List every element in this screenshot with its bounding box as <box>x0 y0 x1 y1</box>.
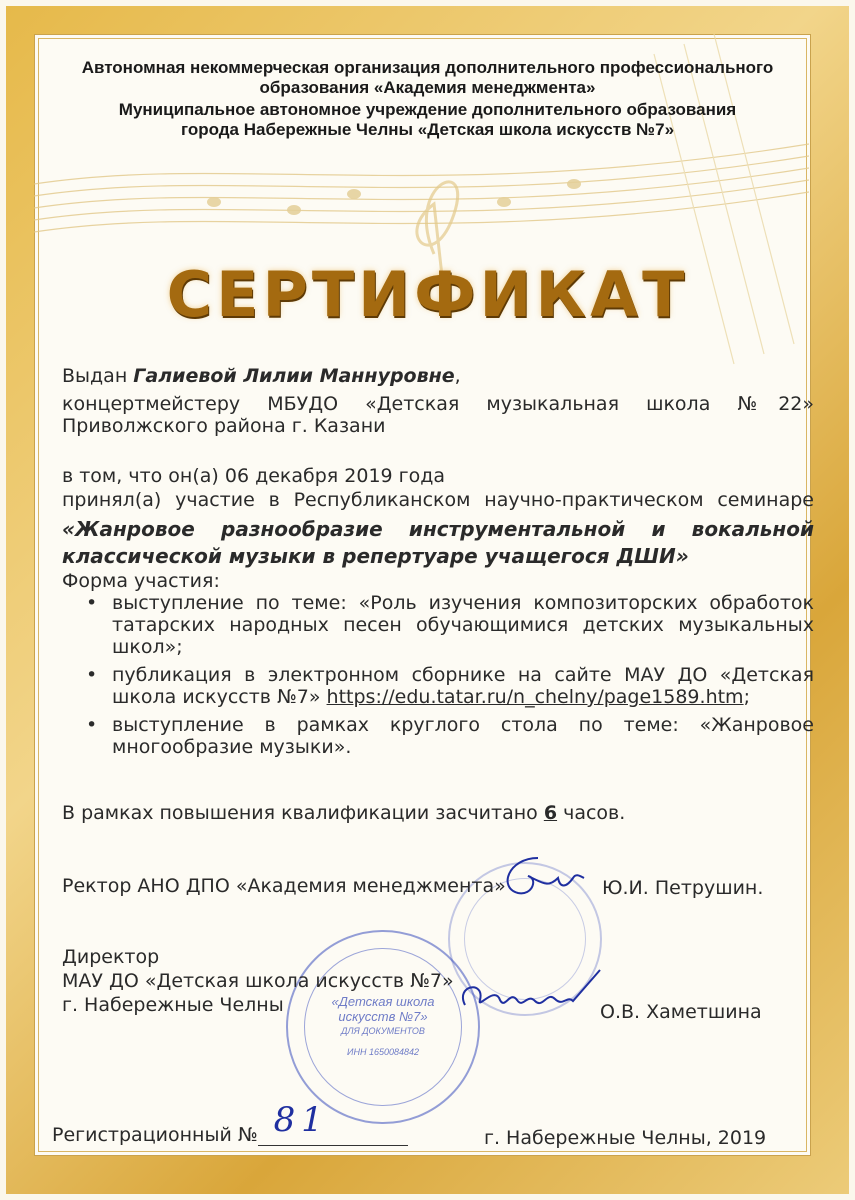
list-item-text: публикация в электронном сборнике на сайте МАУ ДО «Детская школа искусств №7» <box>112 664 814 708</box>
stamp-center <box>288 994 478 1060</box>
certificate-title: СЕРТИФИКАТ <box>166 258 689 331</box>
seminar-title-1: «Жанровое разнообразие инструментальной и вокальной <box>62 517 814 541</box>
qualification-text: В рамках повышения квалификации засчитано <box>62 802 544 824</box>
participation-list <box>86 592 814 764</box>
bullet: • <box>86 714 98 736</box>
header-org-line-2: образования «Академия менеджмента» <box>259 78 596 97</box>
participation-form-label: Форма участия: <box>62 570 220 592</box>
qualification-text-end: часов. <box>557 802 626 824</box>
registration-field <box>258 1100 408 1146</box>
rector-title: Ректор АНО ДПО «Академия менеджмента» <box>62 875 506 897</box>
list-item <box>86 664 814 708</box>
header-org-line-4: города Набережные Челны «Детская школа искусств №7» <box>180 120 675 139</box>
header-org-line-3: Муниципальное автономное учреждение дополнительного образования <box>118 100 737 119</box>
participation-date: в том, что он(а) 06 декабря 2019 года <box>62 465 446 487</box>
stamp-text-2: искусств №7» <box>338 1009 428 1024</box>
director-name: О.В. Хаметшина <box>600 1001 762 1023</box>
registration-number: 81 <box>273 1100 329 1140</box>
recipient-suffix: , <box>454 365 461 387</box>
list-item <box>86 714 814 758</box>
recipient-name: Галиевой Лилии Маннуровне <box>133 365 455 387</box>
recipient-position-1: концертмейстеру МБУДО «Детская музыкальная школа №22» <box>62 393 814 415</box>
list-item-text: выступление в рамках круглого стола по теме: «Жанровое многообразие музыки». <box>112 714 814 758</box>
bullet: • <box>86 592 98 614</box>
director-city: г. Набережные Челны <box>62 994 284 1016</box>
list-item <box>86 592 814 658</box>
participation-event: принял(а) участие в Республиканском научно-практическом семинаре <box>62 489 814 511</box>
rector-signature <box>488 848 588 918</box>
stamp-school <box>286 930 480 1124</box>
list-item-text-end: ; <box>743 686 750 708</box>
director-org: МАУ ДО «Детская школа искусств №7» <box>62 970 454 992</box>
list-item-text: выступление по теме: «Роль изучения композиторских обработок татарских народных песен обучающимися детских музыкальных школ»; <box>112 592 814 658</box>
recipient-line <box>62 365 814 387</box>
seminar-title-2: классической музыки в репертуаре учащегося ДШИ» <box>62 544 689 568</box>
qualification-line <box>62 802 814 824</box>
stamp-inn: ИНН 1650084842 <box>347 1047 419 1057</box>
stamp-text-3: ДЛЯ ДОКУМЕНТОВ <box>341 1026 425 1036</box>
qualification-hours: 6 <box>543 802 558 824</box>
header-org-line-1: Автономная некоммерческая организация дополнительного профессионального <box>81 58 774 77</box>
publication-link[interactable]: https://edu.tatar.ru/n_chelny/page1589.htm <box>326 686 744 708</box>
registration-label: Регистрационный № <box>52 1124 258 1146</box>
recipient-position-2: Приволжского района г. Казани <box>62 415 386 437</box>
director-title: Директор <box>62 946 160 968</box>
place-year: г. Набережные Челны, 2019 <box>484 1127 767 1149</box>
registration-line <box>52 1100 408 1146</box>
recipient-prefix: Выдан <box>62 365 134 387</box>
stamp-text-1: «Детская школа <box>331 994 435 1009</box>
bullet: • <box>86 664 98 686</box>
director-signature <box>455 965 605 1025</box>
rector-name: Ю.И. Петрушин. <box>602 877 764 899</box>
